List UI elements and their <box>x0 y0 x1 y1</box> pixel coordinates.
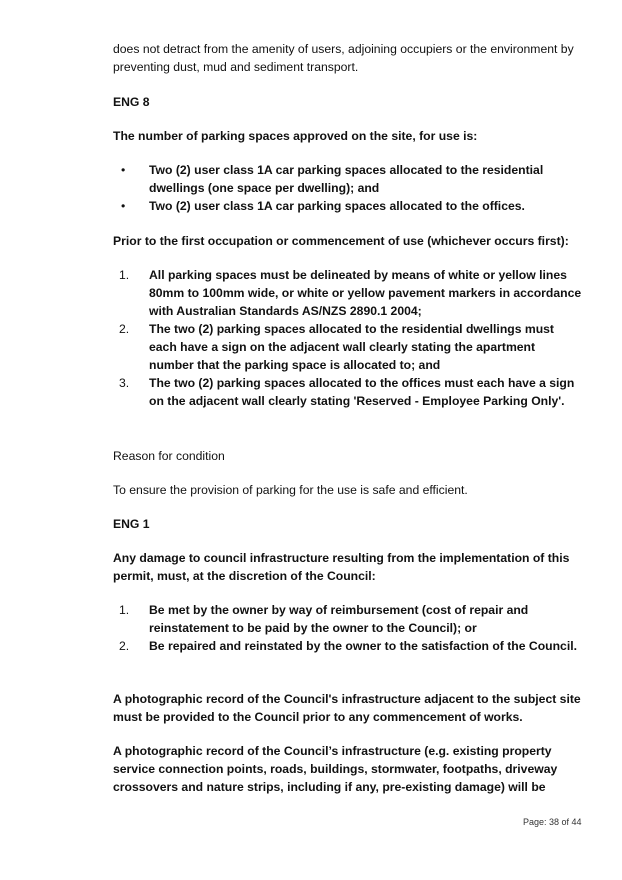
eng1-numbered-list <box>113 601 583 655</box>
reason-text: To ensure the provision of parking for the use is safe and efficient. <box>113 483 468 497</box>
list-item-text: Be met by the owner by way of reimbursement (cost of repair and reinstatement to be paid by the owner to the Council); or <box>149 603 529 635</box>
bullet-icon: • <box>121 163 126 177</box>
list-item <box>113 320 583 374</box>
eng8-bullet-list <box>113 161 583 215</box>
bullet-icon: • <box>121 199 126 213</box>
list-item-text: Two (2) user class 1A car parking spaces allocated to the residential dwellings (one space per dwelling); and <box>149 163 544 195</box>
list-number: 3. <box>119 376 130 390</box>
continuation-paragraph: does not detract from the amenity of users, adjoining occupiers or the environment by preventing dust, mud and sediment transport. <box>113 42 574 74</box>
list-item-text: Two (2) user class 1A car parking spaces allocated to the offices. <box>149 199 525 213</box>
eng1-intro: Any damage to council infrastructure resulting from the implementation of this permit, must, at the discretion of the Council: <box>113 551 570 583</box>
list-number: 1. <box>119 603 130 617</box>
list-number: 2. <box>119 322 130 336</box>
eng1-heading: ENG 1 <box>113 517 150 531</box>
eng8-heading: ENG 8 <box>113 95 150 109</box>
page-number: Page: 38 of 44 <box>523 817 582 827</box>
reason-label: Reason for condition <box>113 449 225 463</box>
eng8-numbered-list <box>113 266 583 410</box>
list-number: 2. <box>119 639 130 653</box>
list-item <box>113 637 583 655</box>
list-item <box>113 601 583 637</box>
list-item <box>113 161 583 197</box>
list-item-text: Be repaired and reinstated by the owner to the satisfaction of the Council. <box>149 639 577 653</box>
list-item <box>113 374 583 410</box>
list-item-text: The two (2) parking spaces allocated to the offices must each have a sign on the adjacent wall clearly stating 'Reserved - Employee Parking Only'. <box>149 376 575 408</box>
list-item-text: The two (2) parking spaces allocated to the residential dwellings must each have a sign on the adjacent wall clearly stating the apartment number that the parking space is allocated to; and <box>149 322 554 372</box>
list-number: 1. <box>119 268 130 282</box>
list-item-text: All parking spaces must be delineated by means of white or yellow lines 80mm to 100mm wide, or white or yellow pavement markers in accordance with Australian Standards AS/NZS 2890.1 2004; <box>149 268 582 318</box>
list-item <box>113 266 583 320</box>
eng1-photo-record-detail-paragraph: A photographic record of the Council’s infrastructure (e.g. existing property service connection points, roads, buildings, stormwater, footpaths, driveway crossovers and nature strips, including if any, pre-existing damage) will be <box>113 744 558 794</box>
eng8-prior-text: Prior to the first occupation or commencement of use (whichever occurs first): <box>113 234 569 248</box>
list-item <box>113 197 583 215</box>
eng8-intro: The number of parking spaces approved on the site, for use is: <box>113 129 478 143</box>
eng1-photo-record-paragraph: A photographic record of the Council's infrastructure adjacent to the subject site must be provided to the Council prior to any commencement of works. <box>113 692 581 724</box>
